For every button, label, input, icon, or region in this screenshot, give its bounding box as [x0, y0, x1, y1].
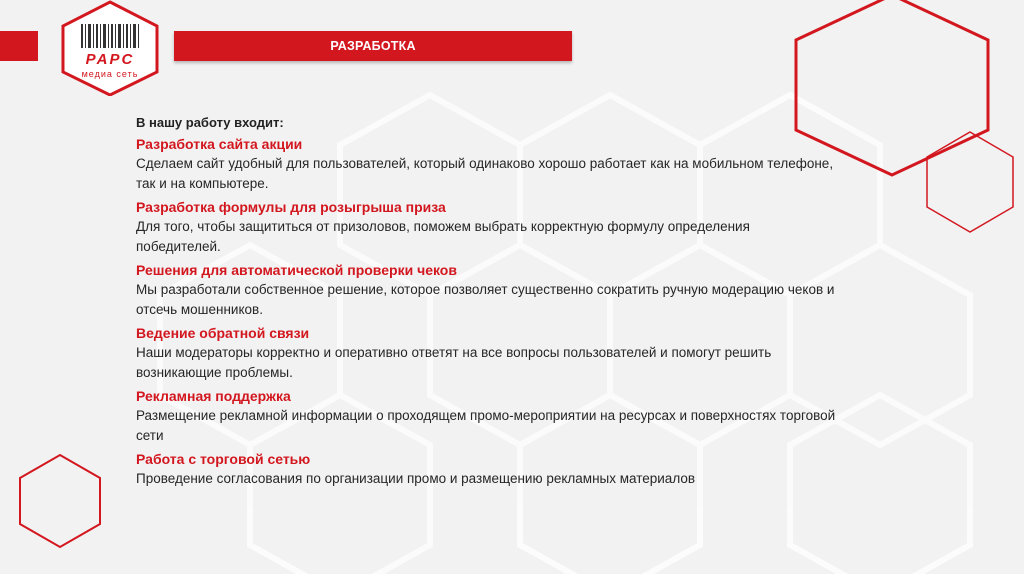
- page-title: РАЗРАБОТКА: [330, 39, 416, 53]
- section-title: Разработка формулы для розыгрыша приза: [136, 199, 446, 215]
- section-title: Работа с торговой сетью: [136, 451, 311, 467]
- section-title: Разработка сайта акции: [136, 136, 303, 152]
- left-accent-strip: [0, 31, 38, 61]
- intro-text: В нашу работу входит:: [136, 115, 284, 130]
- section-title: Решения для автоматической проверки чеков: [136, 262, 457, 278]
- red-hexagon-small: [927, 132, 1013, 232]
- section-text: Проведение согласования по организации промо и размещению рекламных материалов: [136, 471, 696, 486]
- section-receipt-check: [136, 260, 836, 320]
- section-text: Размещение рекламной информации о проходящем промо-мероприятии на ресурсах и поверхностях торговой сети: [136, 408, 836, 443]
- section-text: Сделаем сайт удобный для пользователей, который одинаково хорошо работает как на мобильном телефоне, так и на компьютере.: [136, 156, 834, 191]
- logo-subtitle: медиа сеть: [81, 69, 139, 79]
- section-ad-support: [136, 386, 836, 446]
- red-hexagon-left: [20, 455, 100, 547]
- content-area: [136, 115, 836, 492]
- logo-brand: РАРС: [85, 51, 135, 68]
- section-website: [136, 134, 836, 194]
- section-title: Ведение обратной связи: [136, 325, 310, 341]
- section-text: Наши модераторы корректно и оперативно ответят на все вопросы пользователей и помогут решить возникающие проблемы.: [136, 345, 772, 380]
- rars-logo: [59, 0, 161, 96]
- section-text: Мы разработали собственное решение, которое позволяет существенно сократить ручную модерацию чеков и отсечь мошенников.: [136, 282, 835, 317]
- header-bar: [174, 31, 572, 61]
- section-retail-network: [136, 449, 836, 489]
- section-text: Для того, чтобы защититься от призоловов, поможем выбрать корректную формулу определения победителей.: [136, 219, 750, 254]
- section-title: Рекламная поддержка: [136, 388, 291, 404]
- section-feedback: [136, 323, 836, 383]
- section-prize-formula: [136, 197, 836, 257]
